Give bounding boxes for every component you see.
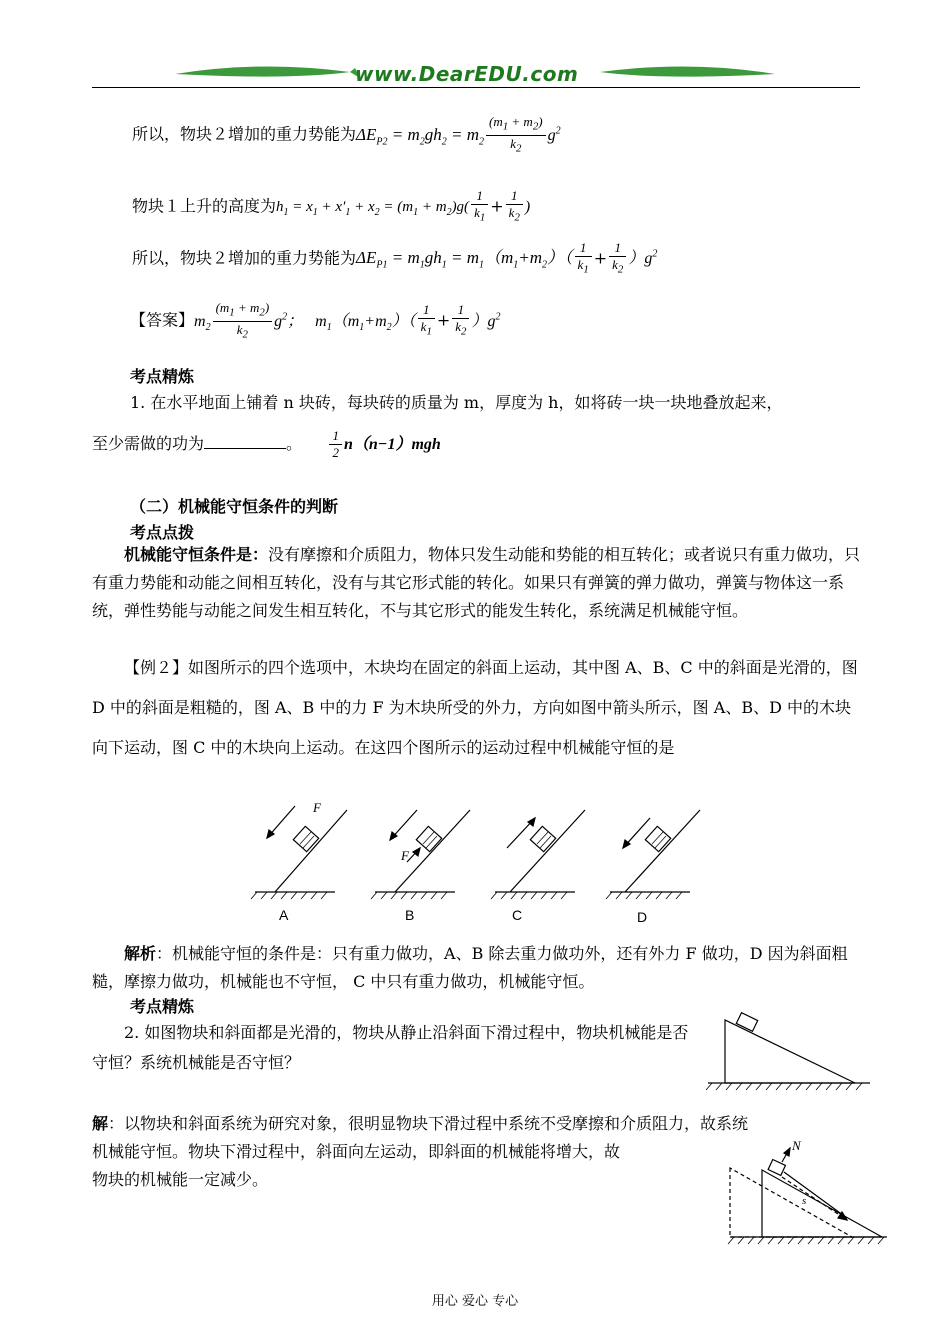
displacement-label: s <box>802 1195 807 1207</box>
solution-line-2: 机械能守恒。物块下滑过程中，斜面向左运动，即斜面的机械能将增大，故 <box>92 1142 621 1161</box>
force-label-b: F <box>401 848 409 863</box>
exercise-1-line-1: 1. 在水平地面上铺着 n 块砖，每块砖的质量为 m，厚度为 h，如将砖一块一块地叠放起来， <box>130 393 783 412</box>
formula-line-1: 所以，物块２增加的重力势能为$\Delta E_{P2} = m_2gh_2 = m_2$ $\frac{(m_1 + m_2)}{k_2}$ $g^2$ <box>132 114 561 155</box>
incline-figures <box>245 800 705 930</box>
exercise-1-line-2: 至少需做的功为 。 $\frac{1}{2}$ n（n−1）mgh <box>92 428 441 460</box>
figure-label-b: B <box>405 907 415 923</box>
figure-label-d: D <box>637 909 648 925</box>
solution-line-3: 物块的机械能一定减少。 <box>92 1170 269 1189</box>
analysis-paragraph: 解析：机械能守恒的条件是：只有重力做功，A、B 除去重力做功外，还有外力 F 做功，D 因为斜面粗糙，摩擦力做功，机械能也不守恒， C 中只有重力做功，机械能守恒。 <box>92 944 848 991</box>
page-footer: 用心 爱心 专心 <box>431 1294 519 1309</box>
exercise-1-answer: n（n−1）mgh <box>343 436 441 453</box>
incline-motion-figure <box>722 1132 892 1250</box>
figure-label-a: A <box>279 907 289 923</box>
force-label-a: F <box>313 800 321 815</box>
part-2-title: （二）机械能守恒条件的判断 <box>130 497 339 516</box>
section-title-2: 考点精炼 <box>130 997 195 1016</box>
incline-block-figure <box>700 1010 875 1095</box>
condition-paragraph: 机械能守恒条件是：没有摩擦和介质阻力，物体只发生动能和势能的相互转化；或者说只有重力做功，只有重力势能和动能之间相互转化，没有与其它形式能的转化。如果只有弹簧的弹力做功，弹簧与物体这一系统，弹性势能与动能之间发生相互转化，不与其它形式的能发生转化，系统满足机械能守恒。 <box>92 545 861 620</box>
figure-label-c: C <box>512 907 523 923</box>
solution-line-1: 解：以物块和斜面系统为研究对象，很明显物块下滑过程中系统不受摩擦和介质阻力，故系统 <box>92 1114 749 1133</box>
normal-force-label: N <box>792 1138 801 1153</box>
exercise-2-paragraph: 2. 如图物块和斜面都是光滑的，物块从静止沿斜面下滑过程中，物块机械能是否守恒？系统机械能是否守恒？ <box>92 1023 689 1072</box>
site-logo: www.DearEDU.com <box>355 62 579 86</box>
header-rule <box>92 87 860 88</box>
answer-blank <box>204 434 286 449</box>
answer-line: 【答案】$m_2$ $\frac{(m_1 + m_2)}{k_2}$ $g^2$； $m_1(m_1+m_2)$（ $\frac{1}{k_1}$ + $\frac{1}{k_2}$ ）$g^2$ <box>130 300 501 341</box>
formula-line-3: 所以，物块２增加的重力势能为$\Delta E_{P1} = m_1gh_1 = m_1(m_1+m_2)$（ $\frac{1}{k_1}$ + $\frac{1}{k_2}$ ）$g^2$ <box>132 240 658 276</box>
example-2-paragraph: 【例２】如图所示的四个选项中，木块均在固定的斜面上运动，其中图 A、B、C 中的斜面是光滑的，图 D 中的斜面是粗糙的，图 A、B 中的力 F 为木块所受的外力，方向如图中箭头所示，图 A、B、D 中的木块向下运动，图 C 中的木块向上运动。在这四个图所示的运动过程中机械能守恒的是 <box>92 658 858 757</box>
tip-title: 考点点拨 <box>130 523 195 542</box>
section-title-1: 考点精炼 <box>130 367 195 386</box>
formula-line-2: 物块１上升的高度为$h_1 = x_1 + x'_1 + x_2 = (m_1 + m_2)g$( $\frac{1}{k_1}$ + $\frac{1}{k_2}$ ) <box>132 188 531 224</box>
